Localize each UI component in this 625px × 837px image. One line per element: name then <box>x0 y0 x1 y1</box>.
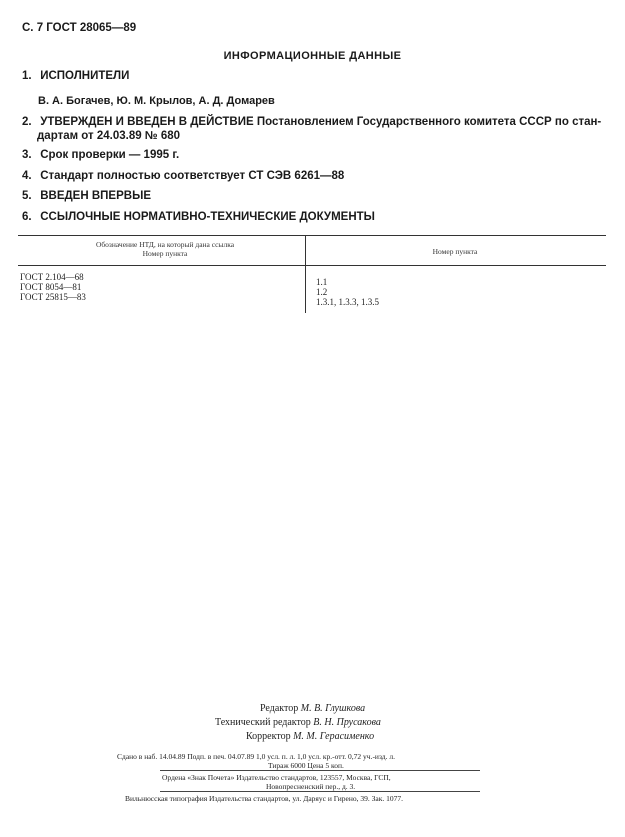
section-heading: ССЫЛОЧНЫЕ НОРМАТИВНО-ТЕХНИЧЕСКИЕ ДОКУМЕНТЫ <box>40 211 375 223</box>
imprint-line-2: Тираж 6000 Цена 5 коп. <box>268 761 344 770</box>
imprint-rule <box>160 770 480 771</box>
authors: В. А. Богачев, Ю. М. Крылов, А. Д. Домарев <box>38 95 275 107</box>
section-number: 1. <box>22 70 32 82</box>
credit-tech-editor <box>215 717 381 728</box>
imprint-line-3: Ордена «Знак Почета» Издательство стандартов, 123557, Москва, ГСП, <box>162 773 391 782</box>
imprint-line-1: Сдано в наб. 14.04.89 Подп. в печ. 04.07.89 1,0 усл. п. л. 1,0 усл. кр.-отт. 0,72 уч.-изд. л. <box>117 752 395 761</box>
section-heading: УТВЕРЖДЕН И ВВЕДЕН В ДЕЙСТВИЕ Постановлением Государственного комитета СССР по стан- <box>40 116 602 128</box>
page-header: С. 7 ГОСТ 28065—89 <box>22 22 137 34</box>
table-header-col1-line2: Номер пункта <box>142 249 188 258</box>
section-heading: Стандарт полностью соответствует СТ СЭВ 6261—88 <box>40 170 345 182</box>
table-top-rule <box>18 235 606 236</box>
table-column-divider <box>305 235 306 265</box>
section-heading: ИСПОЛНИТЕЛИ <box>40 70 130 82</box>
table-cell-doc: ГОСТ 25815—83 <box>20 292 86 302</box>
section-number: 5. <box>22 190 32 202</box>
table-cell-item: 1.3.1, 1.3.3, 1.3.5 <box>316 297 379 307</box>
section-heading: Срок проверки — 1995 г. <box>40 149 180 161</box>
table-cell-doc: ГОСТ 8054—81 <box>20 282 82 292</box>
section-number: 2. <box>22 116 32 128</box>
section-heading: ВВЕДЕН ВПЕРВЫЕ <box>40 190 151 202</box>
imprint-line-5: Вильнюсская типография Издательства стандартов, ул. Даряус и Гирено, 39. Зак. 1077. <box>125 794 403 803</box>
section-number: 6. <box>22 211 32 223</box>
table-cell-item: 1.2 <box>316 287 328 297</box>
table-cell-doc: ГОСТ 2.104—68 <box>20 272 84 282</box>
credit-label: Корректор <box>246 731 291 742</box>
section-4 <box>22 170 344 182</box>
section-2 <box>22 116 601 128</box>
credit-editor <box>260 703 365 714</box>
credit-name: М. В. Глушкова <box>300 703 366 714</box>
page-title: ИНФОРМАЦИОННЫЕ ДАННЫЕ <box>223 50 402 62</box>
imprint-rule <box>160 791 480 792</box>
credit-label: Редактор <box>260 703 299 714</box>
credit-label: Технический редактор <box>215 717 311 728</box>
section-5 <box>22 190 151 202</box>
table-cell-item: 1.1 <box>316 277 328 287</box>
imprint-line-4: Новопресненский пер., д. 3. <box>266 782 356 791</box>
section-3 <box>22 149 179 161</box>
table-header-rule <box>18 265 606 266</box>
credit-corrector <box>246 731 374 742</box>
credit-name: В. Н. Прусакова <box>313 717 381 728</box>
table-header-col1-line1: Обозначение НТД, на который дана ссылка <box>95 240 235 249</box>
section-1 <box>22 70 129 82</box>
credit-name: М. М. Герасименко <box>293 731 375 742</box>
section-6 <box>22 211 375 223</box>
section-2-continuation: дартам от 24.03.89 № 680 <box>37 130 181 142</box>
section-number: 3. <box>22 149 32 161</box>
table-column-divider <box>305 265 306 313</box>
section-number: 4. <box>22 170 32 182</box>
table-header-col2: Номер пункта <box>432 247 478 256</box>
